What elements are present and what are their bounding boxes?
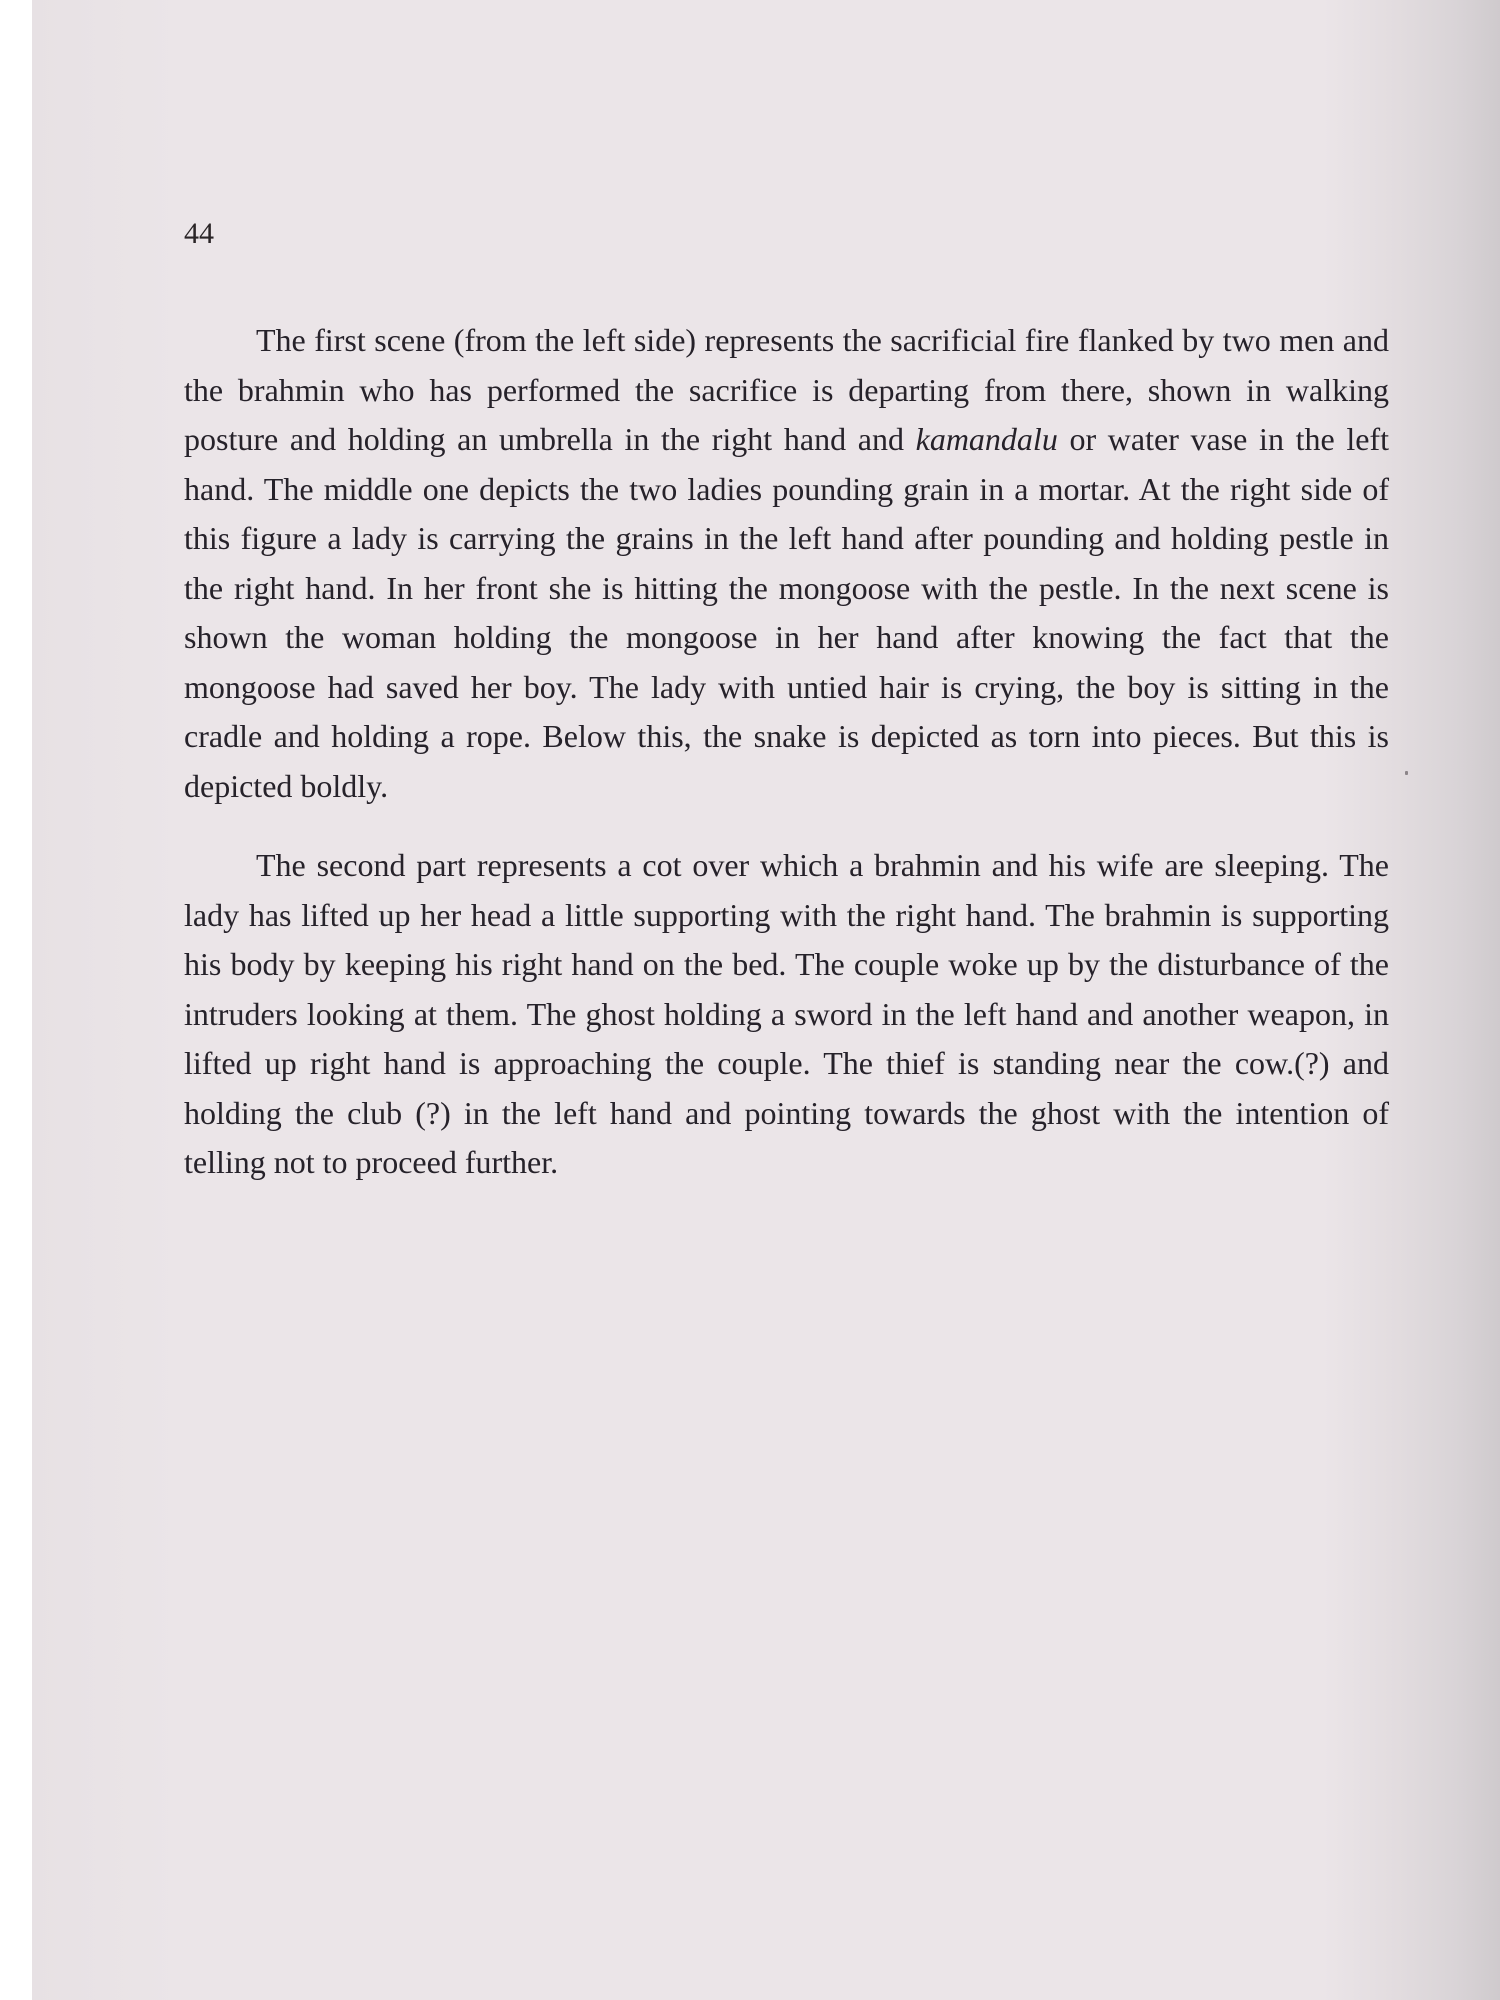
- page-number: 44: [184, 217, 214, 250]
- body-text: [184, 316, 1389, 1188]
- paragraph-first-scene-rest: or water vase in the left hand. The middle one depicts the two ladies pounding grain in a mortar. At the right side of this figure a lady is carrying the grains in the left hand after pounding and holding pestle in the right hand. In her front she is hitting the mongoose with the pestle. In the next scene is shown the woman holding the mongoose in her hand after knowing the fact that the mongoose had saved her boy. The lady with untied hair is crying, the boy is sitting in the cradle and holding a rope. Below this, the snake is depicted as torn into pieces. But this is depicted boldly.: [184, 421, 1390, 804]
- paragraph-first-scene: [184, 316, 1389, 811]
- paragraph-first-scene-lead: The first scene (from the left side) represents the sacrificial fire flanked by two men and the brahmin who has performed the sacrifice is departing from there, shown in walking posture and holding an umbrella in the right hand and: [184, 322, 1389, 457]
- book-page: [32, 0, 1500, 2000]
- paragraph-second-part: The second part represents a cot over which a brahmin and his wife are sleeping. The lady has lifted up her head a little supporting with the right hand. The brahmin is supporting his body by keeping his right hand on the bed. The couple woke up by the disturbance of the intruders looking at them. The ghost holding a sword in the left hand and another weapon, in lifted up right hand is approaching the couple. The thief is standing near the cow.(?) and holding the club (?) in the left hand and pointing towards the ghost with the intention of telling not to proceed further.: [184, 847, 1389, 1180]
- italic-term-kamandalu: kamandalu: [915, 421, 1058, 457]
- page-speck: [1405, 771, 1408, 775]
